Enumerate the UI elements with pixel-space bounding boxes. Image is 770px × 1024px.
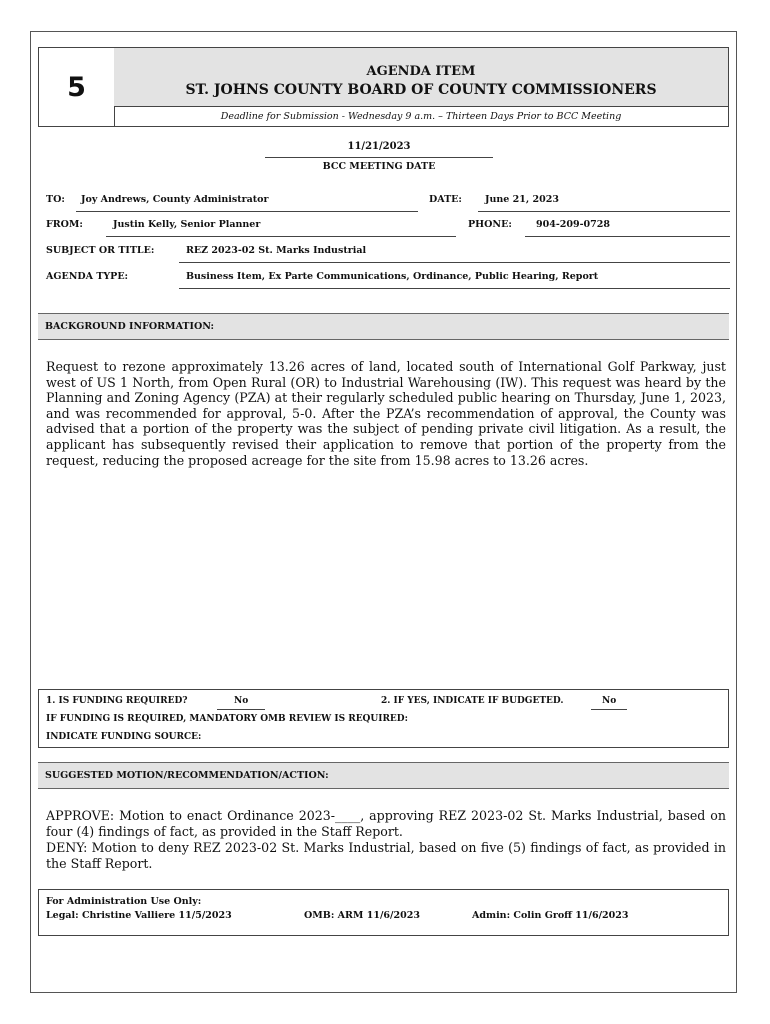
date-label: DATE: bbox=[429, 194, 462, 205]
admin-title: For Administration Use Only: bbox=[46, 896, 202, 907]
header-line1: AGENDA ITEM bbox=[366, 64, 476, 79]
from-label: FROM: bbox=[46, 219, 83, 230]
funding-q2-label: 2. IF YES, INDICATE IF BUDGETED. bbox=[381, 696, 564, 706]
from-value: Justin Kelly, Senior Planner bbox=[113, 219, 261, 230]
phone-label: PHONE: bbox=[468, 219, 512, 230]
agenda-header bbox=[38, 47, 729, 127]
funding-omb: IF FUNDING IS REQUIRED, MANDATORY OMB REVIEW IS REQUIRED: bbox=[46, 714, 408, 724]
funding-q1-label: 1. IS FUNDING REQUIRED? bbox=[46, 696, 188, 706]
admin-omb: OMB: ARM 11/6/2023 bbox=[304, 910, 420, 921]
funding-q2-underline bbox=[591, 709, 627, 710]
motion-approve: APPROVE: Motion to enact Ordinance 2023-____, approving REZ 2023-02 St. Marks Industrial, based on four (4) findings of fact, as provided in the Staff Report. bbox=[46, 808, 726, 839]
agenda-type-underline bbox=[179, 288, 730, 289]
meeting-date: 11/21/2023 bbox=[265, 138, 493, 158]
header-line2: ST. JOHNS COUNTY BOARD OF COUNTY COMMISSIONERS bbox=[185, 82, 657, 98]
subject-value: REZ 2023-02 St. Marks Industrial bbox=[186, 245, 367, 256]
phone-underline bbox=[525, 236, 730, 237]
to-value: Joy Andrews, County Administrator bbox=[81, 194, 269, 205]
item-number: 5 bbox=[39, 48, 115, 126]
funding-box bbox=[38, 689, 729, 748]
to-label: TO: bbox=[46, 194, 65, 205]
header-title-block bbox=[114, 48, 728, 107]
funding-q1-value: No bbox=[234, 696, 249, 706]
meeting-date-block bbox=[265, 138, 493, 176]
funding-q2-value: No bbox=[602, 696, 617, 706]
agenda-type-value: Business Item, Ex Parte Communications, Ordinance, Public Hearing, Report bbox=[186, 271, 599, 282]
to-underline bbox=[76, 211, 418, 212]
subject-label: SUBJECT OR TITLE: bbox=[46, 245, 155, 256]
from-underline bbox=[106, 236, 456, 237]
background-text: Request to rezone approximately 13.26 acres of land, located south of International Golf Parkway, just west of US 1 North, from Open Rural (OR) to Industrial Warehousing (IW). This request was heard by the Planning and Zoning Agency (PZA) at their regularly scheduled public hearing on Thursday, June 1, 2023, and was recommended for approval, 5-0. After the PZA’s recommendation of approval, the County was advised that a portion of the property was the subject of pending private civil litigation. As a result, the applicant has subsequently revised their application to remove that portion of the property from the request, reducing the proposed acreage for the site from 15.98 acres to 13.26 acres. bbox=[46, 359, 726, 468]
motion-deny: DENY: Motion to deny REZ 2023-02 St. Marks Industrial, based on five (5) findings of fact, as provided in the Staff Report. bbox=[46, 840, 726, 871]
agenda-form bbox=[30, 31, 737, 993]
admin-admin: Admin: Colin Groff 11/6/2023 bbox=[472, 910, 629, 921]
funding-source: INDICATE FUNDING SOURCE: bbox=[46, 732, 202, 742]
admin-legal: Legal: Christine Valliere 11/5/2023 bbox=[46, 910, 232, 921]
date-value: June 21, 2023 bbox=[485, 194, 559, 205]
agenda-type-label: AGENDA TYPE: bbox=[46, 271, 129, 282]
background-heading: BACKGROUND INFORMATION: bbox=[38, 313, 729, 340]
funding-q1-underline bbox=[217, 709, 265, 710]
meeting-date-caption: BCC MEETING DATE bbox=[322, 161, 436, 172]
date-underline bbox=[478, 211, 730, 212]
admin-box bbox=[38, 889, 729, 936]
motion-heading: SUGGESTED MOTION/RECOMMENDATION/ACTION: bbox=[38, 762, 729, 789]
phone-value: 904-209-0728 bbox=[536, 219, 610, 230]
deadline-note: Deadline for Submission - Wednesday 9 a.m. – Thirteen Days Prior to BCC Meeting bbox=[220, 111, 622, 122]
subject-underline bbox=[179, 262, 730, 263]
